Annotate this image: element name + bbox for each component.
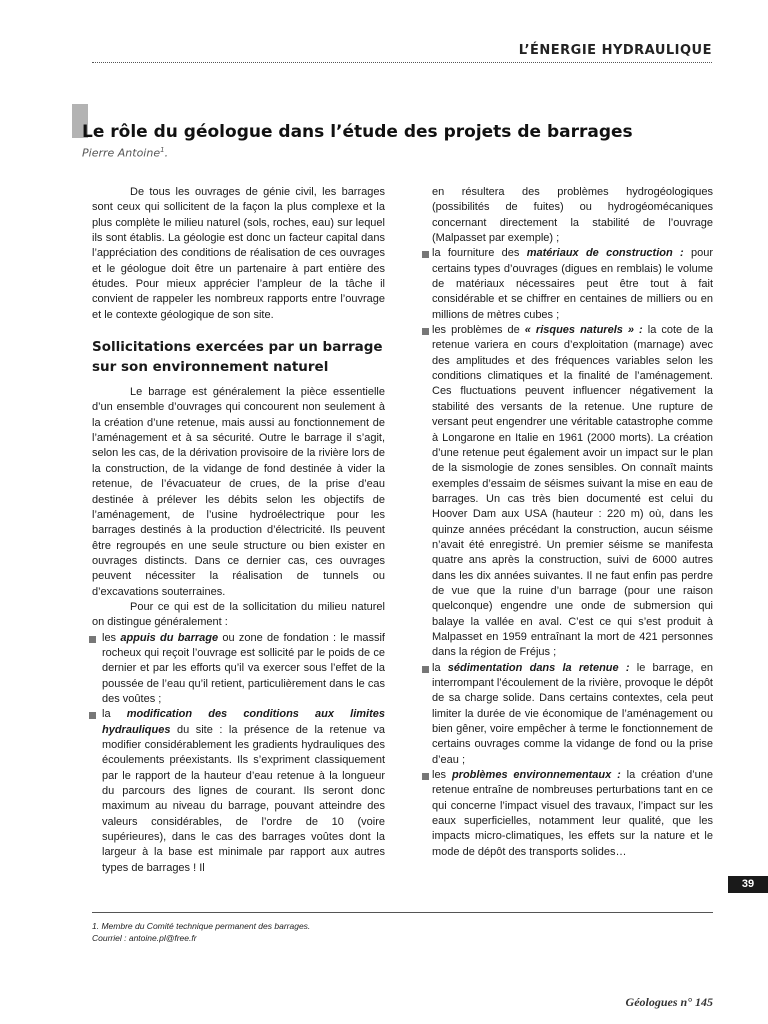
bullet-square-icon [422,251,429,258]
page-number: 39 [728,876,768,893]
intro-paragraph: De tous les ouvrages de génie civil, les barrages sont ceux qui sollicitent de la façon la plus complexe et la plus complète le milieu naturel (sols, roches, eau) sur lequel ils sont établis. La géologie est donc un facteur capital dans l’appréciation des conditions de réalisation de ces ouvrages et le géologue doit être un partenaire à part entière des études. Pour mieux apprécier l’ampleur de la tâche il convient de rappeler les nombreux rapports entre l’ouvrage et le contexte géologique de son site. [92,186,385,321]
body-paragraph: Le barrage est généralement la pièce essentielle d’un ensemble d’ouvrages qui concourent non seulement à la création d’une retenue, mais aussi au fonctionnement de l’aménagement et à sa sécurité. Outre le barrage il s’agit, selon les cas, de la dérivation provisoire de la rivière lors de la construction, de la vidange de fond destinée à vider la retenue, de l’évacuateur de crues, de la prise d’eau destinée à prélever les débits selon les objectifs de l’aménagement, de l’usine hydroélectrique pour les barrages destinés à la production d’électricité. Ils peuvent être regroupés en une seule structure ou bien exister en ouvrages distincts. Dans ce dernier cas, ces ouvrages peuvent nécessiter la réalisation de tunnels ou d’excavations souterraines. [92,386,385,598]
list-item: la modification des conditions aux limites hydrauliques du site : la présence de la retenue va modifier considérablement les gradients hydrauliques des écoulements préexistants. Ils s’expriment classiquement par le rapport de la hauteur d’eau retenue à la longueur du parcours des lignes de courant. Ils seront donc maximum au niveau du barrage, pouvant atteindre des valeurs considérables, de l’ordre de 10 (voire supérieures), dans le cas des barrages voûtes dont la largeur à la base est minimale par rapport aux autres types de barrages ! Il [92,707,385,876]
left-column [92,185,385,876]
list-item: les appuis du barrage ou zone de fondation : le massif rocheux qui reçoit l’ouvrage est sollicité par le poids de ce dernier et par les efforts qu’il va exercer sous l’effet de la poussée de l’eau qu’il retient, particulièrement dans le cas des voûtes ; [92,631,385,708]
key-term: modification des conditions aux limites hydrauliques [102,708,385,736]
bullet-square-icon [422,666,429,673]
bullet-list [92,631,385,877]
journal-footer: Géologues n° 145 [625,995,713,1009]
bullet-square-icon [89,636,96,643]
footnotes [92,920,310,944]
list-item: les problèmes environnementaux : la création d’une retenue entraîne de nombreuses perturbations tant en ce qui concerne l’impact visuel des travaux, l’impact sur les eaux superficielles, notamment leur qualité, que les impacts micro-climatiques, les effets sur la nature et le mode de dépôt des transports solides… [432,768,713,860]
section-title: L’ÉNERGIE HYDRAULIQUE [518,43,712,58]
section-heading: Sollicitations exercées par un barrage sur son environnement naturel [92,339,383,376]
bullet-square-icon [422,328,429,335]
key-term: problèmes environnementaux : [451,769,621,782]
bullet-square-icon [422,773,429,780]
list-item: la sédimentation dans la retenue : le barrage, en interrompant l’écoulement de la rivière, provoque le dépôt de sa charge solide. Dans certains contextes, cela peut limiter la durée de vie économique de l’aménagement ou bien gêner, voire empêcher à terme le fonctionnement de certains ouvrages comme la vidange de fond ou la prise d’eau ; [432,661,713,768]
right-column [432,185,713,860]
article-title: Le rôle du géologue dans l’étude des projets de barrages [82,122,633,142]
author-name: Pierre Antoine [82,146,161,160]
footnote: 1. Membre du Comité technique permanent des barrages. [92,921,311,931]
key-term: sédimentation dans la retenue : [447,661,630,674]
running-header [92,40,712,63]
key-term: appuis du barrage [120,631,219,644]
list-item: la fourniture des matériaux de construction : pour certains types d’ouvrages (digues en remblais) le volume de matériaux nécessaires peut être tout à fait considérable et se chiffrer en centaines de milliers ou en millions de mètres cubes ; [432,246,713,323]
footnote-email: Courriel : antoine.pl@free.fr [92,933,197,943]
author-footnote-marker: 1 [160,146,165,154]
author-line: Pierre Antoine$^1$. [82,146,169,160]
key-term: matériaux de construction : [526,247,684,260]
list-item: les problèmes de « risques naturels » : la cote de la retenue variera en cours d’exploitation (marnage) avec des amplitudes et des fréquences variables selon les conditions climatiques et la finalité de l’aménagement. Ces fluctuations peuvent influencer négativement la stabilité des versants de la retenue. Une rupture de versant peut engendrer une véritable catastrophe comme à Longarone en Italie en 1961 (2000 morts). La création d’une retenue peut également avoir un impact sur le plan de la sismologie de zones sensibles. On connaît maints exemples d’essaim de séismes suivant la mise en eau de barrages. Un cas très bien documenté est celui du Hoover Dam aux USA (hauteur : 220 m) où, dans les quinze années précédant la construction, aucun séisme n’avait été enregistré. Un premier séisme se manifesta quatre ans après la construction, suivi de 6000 autres dans les dix années suivantes. Il ne faut enfin pas perdre de vue que la ruine d’un barrage (pour une raison quelconque) engendre une onde de submersion qui balaye la vallée en aval. C’est ce qui s’est produit à Malpasset en 1959 entraînant la mort de 421 personnes dans la région de Fréjus ; [432,323,713,661]
bullet-square-icon [89,712,96,719]
bullet-list [432,246,713,860]
body-paragraph: Pour ce qui est de la sollicitation du milieu naturel on distingue généralement : [92,600,385,629]
continuation-paragraph: en résultera des problèmes hydrogéologiques (possibilités de fuites) ou hydrogéomécaniques concernant directement la stabilité de l’ouvrage (Malpasset par exemple) ; [432,186,713,245]
key-term: « risques naturels » : [524,324,643,337]
footnote-divider [92,912,713,913]
